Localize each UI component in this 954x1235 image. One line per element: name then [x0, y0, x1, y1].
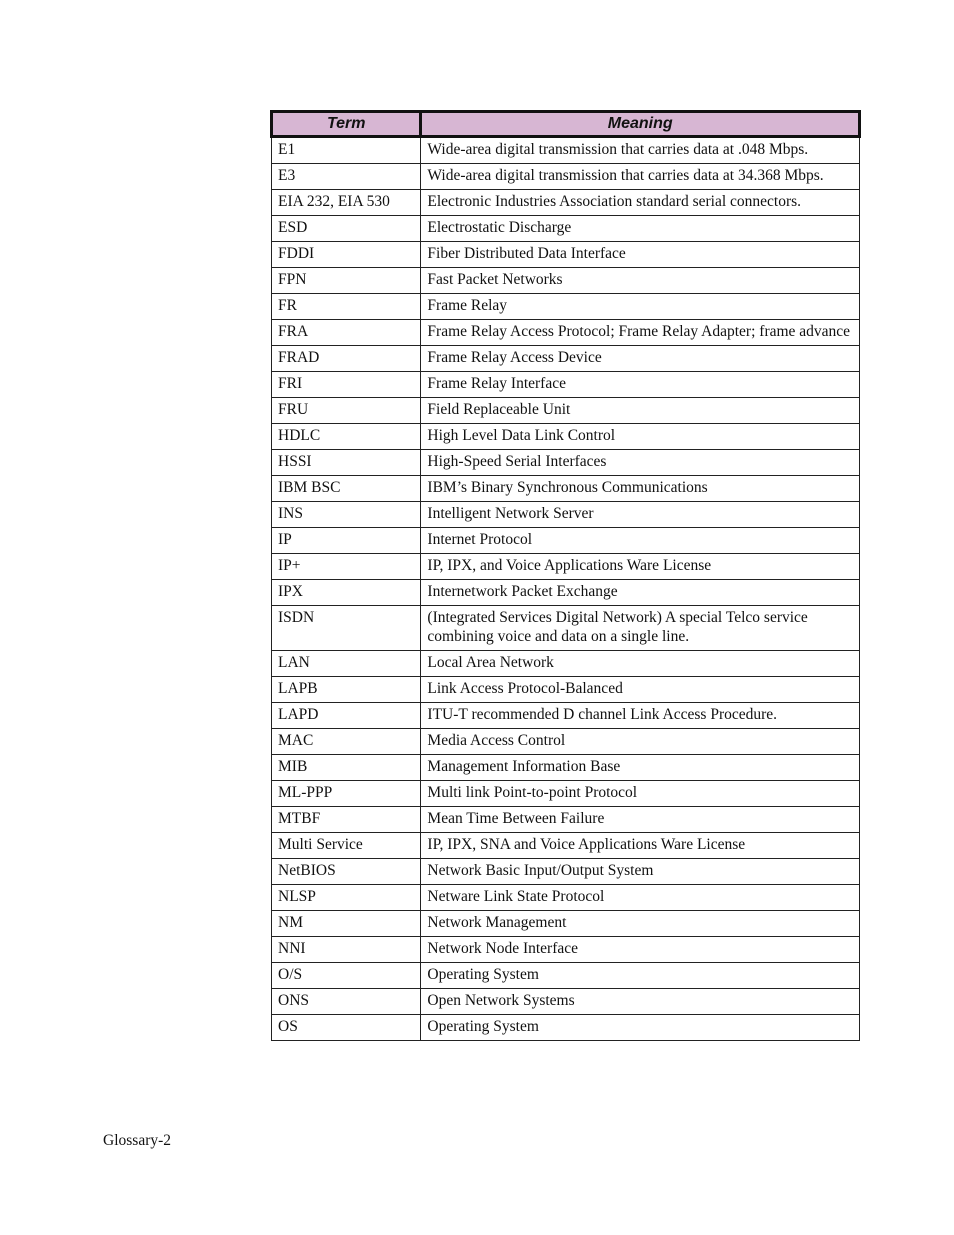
term-cell: LAPB: [272, 677, 421, 703]
term-cell: FRI: [272, 372, 421, 398]
term-cell: EIA 232, EIA 530: [272, 190, 421, 216]
meaning-cell: Media Access Control: [421, 729, 860, 755]
term-cell: HDLC: [272, 424, 421, 450]
meaning-cell: Network Basic Input/Output System: [421, 859, 860, 885]
table-row: [272, 398, 860, 424]
meaning-cell: Frame Relay Access Protocol; Frame Relay Adapter; frame advance: [421, 320, 860, 346]
table-row: [272, 1015, 860, 1041]
table-row: [272, 807, 860, 833]
meaning-cell: High-Speed Serial Interfaces: [421, 450, 860, 476]
term-cell: IBM BSC: [272, 476, 421, 502]
meaning-cell: Fiber Distributed Data Interface: [421, 242, 860, 268]
table-row: [272, 937, 860, 963]
meaning-cell: Link Access Protocol-Balanced: [421, 677, 860, 703]
meaning-cell: Network Node Interface: [421, 937, 860, 963]
table-row: [272, 137, 860, 164]
term-column-header: Term: [272, 112, 421, 137]
meaning-cell: Netware Link State Protocol: [421, 885, 860, 911]
meaning-cell: High Level Data Link Control: [421, 424, 860, 450]
meaning-cell: Fast Packet Networks: [421, 268, 860, 294]
table-row: [272, 320, 860, 346]
table-row: [272, 528, 860, 554]
term-cell: INS: [272, 502, 421, 528]
meaning-cell: Frame Relay Access Device: [421, 346, 860, 372]
term-cell: ML-PPP: [272, 781, 421, 807]
meaning-cell: Internetwork Packet Exchange: [421, 580, 860, 606]
term-cell: NM: [272, 911, 421, 937]
table-header: [272, 112, 860, 137]
table-row: [272, 885, 860, 911]
term-cell: ISDN: [272, 606, 421, 651]
term-cell: FR: [272, 294, 421, 320]
meaning-column-header: Meaning: [421, 112, 860, 137]
term-cell: O/S: [272, 963, 421, 989]
table-row: [272, 424, 860, 450]
meaning-cell: Electrostatic Discharge: [421, 216, 860, 242]
term-cell: MTBF: [272, 807, 421, 833]
table-row: [272, 242, 860, 268]
table-row: [272, 554, 860, 580]
meaning-cell: Intelligent Network Server: [421, 502, 860, 528]
table-row: [272, 729, 860, 755]
meaning-cell: Management Information Base: [421, 755, 860, 781]
term-cell: LAN: [272, 651, 421, 677]
table-row: [272, 963, 860, 989]
term-cell: IP: [272, 528, 421, 554]
term-cell: ESD: [272, 216, 421, 242]
term-cell: NLSP: [272, 885, 421, 911]
term-cell: Multi Service: [272, 833, 421, 859]
term-cell: E3: [272, 164, 421, 190]
meaning-cell: Frame Relay: [421, 294, 860, 320]
term-cell: E1: [272, 137, 421, 164]
term-cell: HSSI: [272, 450, 421, 476]
table-row: [272, 703, 860, 729]
meaning-cell: Field Replaceable Unit: [421, 398, 860, 424]
table-row: [272, 606, 860, 651]
table-row: [272, 911, 860, 937]
term-cell: FPN: [272, 268, 421, 294]
table-row: [272, 833, 860, 859]
meaning-cell: Internet Protocol: [421, 528, 860, 554]
term-cell: ONS: [272, 989, 421, 1015]
meaning-cell: Wide-area digital transmission that carries data at 34.368 Mbps.: [421, 164, 860, 190]
table-body: [272, 137, 860, 1041]
meaning-cell: Network Management: [421, 911, 860, 937]
meaning-cell: Mean Time Between Failure: [421, 807, 860, 833]
term-cell: NNI: [272, 937, 421, 963]
table-row: [272, 476, 860, 502]
table-row: [272, 268, 860, 294]
meaning-cell: IP, IPX, SNA and Voice Applications Ware License: [421, 833, 860, 859]
table-row: [272, 989, 860, 1015]
term-cell: LAPD: [272, 703, 421, 729]
term-cell: IP+: [272, 554, 421, 580]
meaning-cell: Wide-area digital transmission that carries data at .048 Mbps.: [421, 137, 860, 164]
table-row: [272, 651, 860, 677]
term-cell: MAC: [272, 729, 421, 755]
table-row: [272, 372, 860, 398]
table-row: [272, 190, 860, 216]
meaning-cell: Open Network Systems: [421, 989, 860, 1015]
meaning-cell: Operating System: [421, 1015, 860, 1041]
table-row: [272, 580, 860, 606]
meaning-cell: ITU-T recommended D channel Link Access Procedure.: [421, 703, 860, 729]
table-row: [272, 781, 860, 807]
table-row: [272, 502, 860, 528]
table-row: [272, 677, 860, 703]
term-cell: OS: [272, 1015, 421, 1041]
term-cell: IPX: [272, 580, 421, 606]
meaning-cell: Multi link Point-to-point Protocol: [421, 781, 860, 807]
term-cell: NetBIOS: [272, 859, 421, 885]
table-row: [272, 859, 860, 885]
table-row: [272, 346, 860, 372]
page-footer-label: Glossary-2: [103, 1132, 172, 1149]
meaning-cell: Local Area Network: [421, 651, 860, 677]
term-cell: FRU: [272, 398, 421, 424]
term-cell: FRAD: [272, 346, 421, 372]
table-row: [272, 294, 860, 320]
meaning-cell: Electronic Industries Association standard serial connectors.: [421, 190, 860, 216]
header-row: [272, 112, 860, 137]
glossary-table: [270, 110, 861, 1041]
term-cell: FRA: [272, 320, 421, 346]
meaning-cell: IP, IPX, and Voice Applications Ware License: [421, 554, 860, 580]
meaning-cell: (Integrated Services Digital Network) A special Telco service combining voice and data on a single line.: [421, 606, 860, 651]
table-row: [272, 216, 860, 242]
meaning-cell: IBM’s Binary Synchronous Communications: [421, 476, 860, 502]
term-cell: MIB: [272, 755, 421, 781]
table-row: [272, 164, 860, 190]
meaning-cell: Operating System: [421, 963, 860, 989]
term-cell: FDDI: [272, 242, 421, 268]
table-row: [272, 450, 860, 476]
meaning-cell: Frame Relay Interface: [421, 372, 860, 398]
table-row: [272, 755, 860, 781]
